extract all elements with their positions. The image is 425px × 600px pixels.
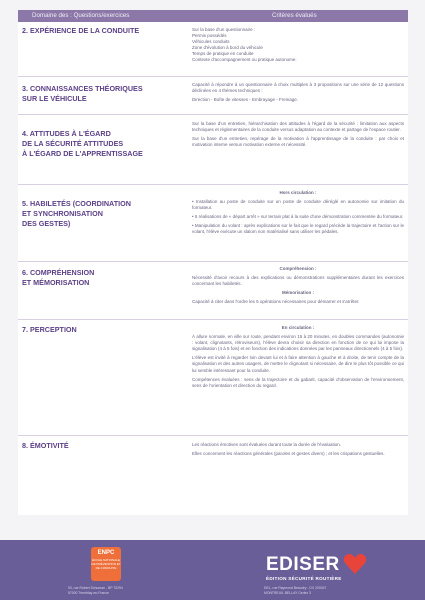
row-criteria: Compréhension : Nécessité d'avoir recours à des explications ou démonstrations supplémentaires durant les exercices concernant les habiletés. Mémorisation : Capacité à citer dans l'ordre les 5 opérations nécessaires pour démarrer et s'arrêter. [192,266,404,304]
ediser-address: DEL, rue Raymond Beaudry - DV 200047 MONTREUIL BELLAY Cedex 3 [264,586,327,595]
table-row [18,320,408,436]
row-title: 5. HABILETÉS (COORDINATION ET SYNCHRONISATION DES GESTES) [22,199,131,228]
evaluation-page [18,10,408,515]
row-criteria: Capacité à répondre à un questionnaire à choix multiples à 3 propositions sur une série de 12 questions déclinées en 4 thèmes techniques : Direction - Boîte de vitesses - Embrayage - Freinage. [192,82,404,103]
row-title: 8. ÉMOTIVITÉ [22,441,69,450]
row-criteria: En circulation : À allure normale, en ville sur route, pendant environ 15 à 20 minutes, en doubles commandes (autonomie : volant, clignotants, rétroviseurs), l'élève devra choisir sa direction en fonction de ce qui lui impose la signalisation (4 à 5 fois) et en fonction des indications données par les panneaux directionnels (4 à 5 fois). L'élève est invité à regarder loin devant lui et à faire attention à gauche et à droite, de tenir compte de la signalisation et des autres usagers, de mettre le clignotant si nécessaire, de dire le plus tôt possible ce qui lui semble intéressant pour la conduite. Compétences évaluées : sens de la trajectoire et du gabarit, capacité d'observation de l'environnement, sens de l'orientation et direction du regard. [192,325,404,388]
table-header [18,10,408,22]
row-criteria: Les réactions émotives sont évaluées durant toute la durée de l'évaluation. Elles concernent les réactions générales (paroles et gestes divers) ; et les crispations gestuelles. [192,442,385,456]
table-row [18,77,408,115]
ediser-tagline: ÉDITION SÉCURITÉ ROUTIÈRE [266,576,342,581]
footer-band [0,540,425,600]
header-domain: Domaine des : Questions/exercices [32,12,130,19]
heart-icon [343,553,367,575]
enpc-logo: ENPC ÉCOLE NATIONALE DE PRÉVENTION ET DE CONDUITE [91,547,121,581]
table-row [18,22,408,77]
row-criteria: Sur la base d'un entretien, hiérarchisation des attitudes à l'égard de la sécurité : limitation aux aspects techniques et réglementaires de la conduite versus adaptation au contexte et partage de l'espace routier. Sur la base d'un entretien, repérage de la motivation à l'apprentissage de la conduite : par choix et motivation interne versus motivation externe et nécessité. [192,121,404,148]
ediser-logo: EDISER [266,554,340,575]
table-row [18,436,408,484]
row-title: 4. ATTITUDES À L'ÉGARD DE LA SÉCURITÉ ATTITUDES À L'ÉGARD DE L'APPRENTISSAGE [22,129,143,158]
row-criteria: Sur la base d'un questionnaire : Permis possédés Véhicules conduits Zone d'évolution à bord du véhicule Temps de pratique en conduite Contexte d'accompagnement ou pratique autonome. [192,27,297,63]
table-row [18,262,408,320]
row-title: 3. CONNAISSANCES THÉORIQUES SUR LE VÉHICULE [22,84,143,103]
row-title: 7. PERCEPTION [22,325,77,334]
table-row [18,185,408,262]
row-title: 6. COMPRÉHENSION ET MÉMORISATION [22,268,95,287]
enpc-address: 93, rue Robert Schuman - BP 70294 57000 Tremblay-en-France [68,586,123,595]
row-title: 2. EXPÉRIENCE DE LA CONDUITE [22,26,140,35]
row-criteria: Hors circulation : • Installation au poste de conduite sur un poste de conduite déréglé en autonomie sur imitation du formateur. • 5 réalisations de « départ arrêt » sur terrain plat à la suite d'une démonstration commentée du formateur. • Manipulation du volant : après explications sur le fait que le regard précède la trajectoire et l'action sur le volant, l'élève exécute un slalom non matérialisé sans utiliser les pédales. [192,190,404,234]
header-criteria: Critères évalués [272,12,317,19]
table-row [18,115,408,185]
